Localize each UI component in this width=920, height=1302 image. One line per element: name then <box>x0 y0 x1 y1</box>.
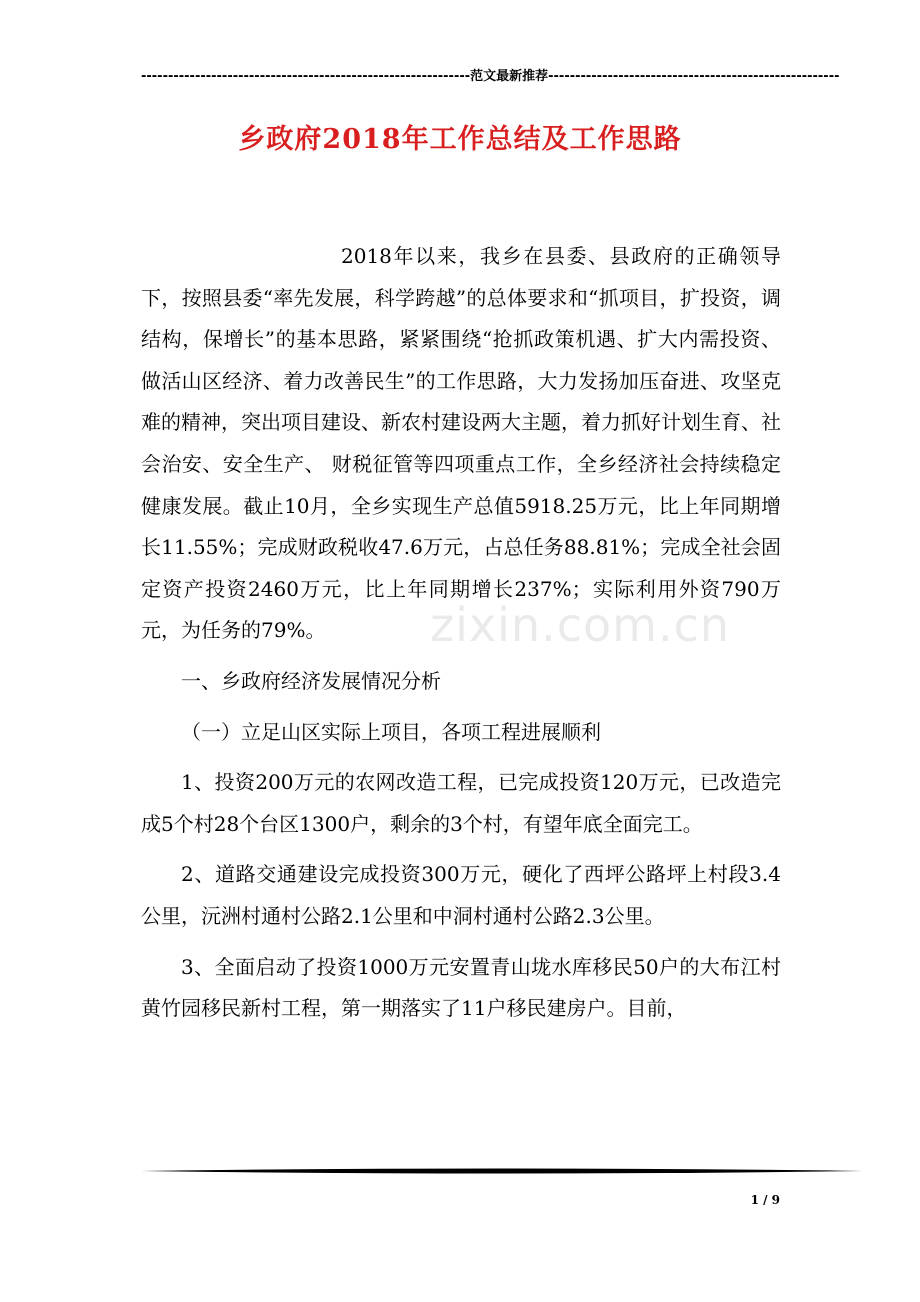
document-title: 乡政府2018年工作总结及工作思路 <box>238 124 682 155</box>
document-body <box>141 236 781 1030</box>
watermark: zixin.com.cn <box>430 598 731 652</box>
list-item: 1、投资200万元的农网改造工程，已完成投资120万元，已改造完成5个村28个台区1300户，剩余的3个村，有望年底全面完工。 <box>141 770 781 836</box>
page-number: 1 / 9 <box>750 1193 780 1207</box>
paragraph-intro: 2018年以来，我乡在县委、县政府的正确领导下，按照县委“率先发展，科学跨越”的总体要求和“抓项目，扩投资，调结构，保增长”的基本思路，紧紧围绕“抢抓政策机遇、扩大内需投资、做活山区经济、着力改善民生”的工作思路，大力发扬加压奋进、攻坚克难的精神，突出项目建设、新农村建设两大主题，着力抓好计划生育、社会治安、安全生产、 财税征管等四项重点工作，全乡经济社会持续稳定健康发展。截止10月，全乡实现生产总值5918.25万元，比上年同期增长11.55%；完成财政税收47.6万元，占总任务88.81%；完成全社会固定资产投资2460万元，比上年同期增长237%；实际利用外资790万元，为任务的79%。 <box>141 244 781 643</box>
list-item: 3、全面启动了投资1000万元安置青山垅水库移民50户的大布江村黄竹园移民新村工程，第一期落实了11户移民建房户。目前， <box>141 954 781 1021</box>
footer-divider <box>141 1166 863 1176</box>
section-heading: 一、乡政府经济发展情况分析 <box>181 668 441 693</box>
page-header: -------------------------------------------------------------范文最新推荐------------------------------------------------------ <box>141 69 840 84</box>
subsection-heading: （一）立足山区实际上项目，各项工程进展顺利 <box>181 719 601 744</box>
list-item: 2、道路交通建设完成投资300万元，硬化了西坪公路坪上村段3.4公里，沅洲村通村公路2.1公里和中洞村通村公路2.3公里。 <box>141 862 781 928</box>
